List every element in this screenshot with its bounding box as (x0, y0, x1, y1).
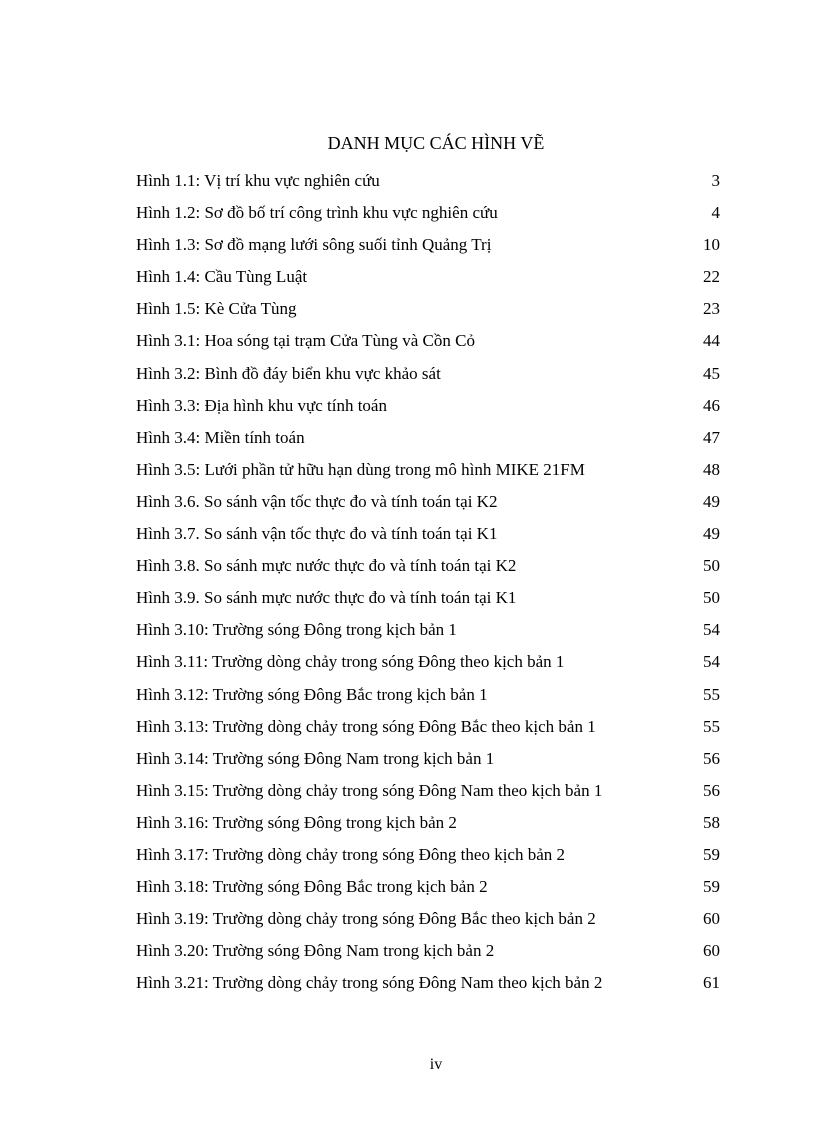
figure-page-number: 54 (703, 620, 720, 640)
figure-caption: Hình 1.3: Sơ đồ mạng lưới sông suối tỉnh Quảng Trị (136, 235, 492, 255)
figure-page-number: 60 (703, 909, 720, 929)
figure-caption: Hình 3.4: Miền tính toán (136, 427, 305, 447)
figure-list-item (136, 395, 720, 427)
figure-caption: Hình 1.1: Vị trí khu vực nghiên cứu (136, 171, 380, 190)
figure-list-item (136, 651, 720, 683)
figure-list-item (136, 363, 720, 395)
figure-page-number: 46 (703, 395, 720, 415)
figure-page-number: 61 (703, 973, 720, 993)
figure-list-item (136, 523, 720, 555)
figure-caption: Hình 3.8. So sánh mực nước thực đo và tính toán tại K2 (136, 556, 517, 576)
figure-list-item (136, 940, 720, 972)
figure-list-item (136, 459, 720, 491)
figure-caption: Hình 3.5: Lưới phần tử hữu hạn dùng trong mô hình MIKE 21FM (136, 459, 585, 479)
figure-caption: Hình 3.6. So sánh vận tốc thực đo và tính toán tại K2 (136, 491, 498, 511)
figure-page-number: 56 (703, 780, 720, 800)
figure-caption: Hình 3.11: Trường dòng chảy trong sóng Đông theo kịch bản 1 (136, 652, 565, 672)
figure-list-item (136, 972, 720, 1004)
figure-list-item (136, 619, 720, 651)
figure-page-number: 23 (703, 299, 720, 319)
page-number: iv (429, 1056, 443, 1073)
figure-page-number: 50 (703, 556, 720, 576)
figure-list-item (136, 844, 720, 876)
figure-caption: Hình 3.17: Trường dòng chảy trong sóng Đông theo kịch bản 2 (136, 844, 566, 864)
figure-caption: Hình 3.14: Trường sóng Đông Nam trong kịch bản 1 (136, 748, 495, 768)
figure-page-number: 59 (703, 877, 720, 897)
figure-list-item (136, 555, 720, 587)
figure-caption: Hình 3.1: Hoa sóng tại trạm Cửa Tùng và Cồn Cỏ (136, 331, 475, 351)
figure-caption: Hình 3.2: Bình đồ đáy biển khu vực khảo sát (136, 363, 441, 383)
figure-list-item (136, 908, 720, 940)
figure-caption: Hình 3.7. So sánh vận tốc thực đo và tính toán tại K1 (136, 524, 498, 544)
figure-page-number: 54 (703, 652, 720, 672)
figure-caption: Hình 3.16: Trường sóng Đông trong kịch bản 2 (136, 812, 457, 832)
figure-page-number: 45 (703, 363, 720, 383)
figure-list-item (136, 170, 720, 202)
figure-list-item (136, 330, 720, 362)
figure-page-number: 60 (703, 941, 720, 961)
figure-list-item (136, 298, 720, 330)
figure-page-number: 22 (703, 267, 720, 287)
figure-caption: Hình 3.13: Trường dòng chảy trong sóng Đông Bắc theo kịch bản 1 (136, 716, 596, 736)
figure-caption: Hình 1.4: Cầu Tùng Luật (136, 267, 308, 287)
figure-list-item (136, 748, 720, 780)
figure-caption: Hình 3.21: Trường dòng chảy trong sóng Đông Nam theo kịch bản 2 (136, 973, 603, 993)
figure-caption: Hình 3.19: Trường dòng chảy trong sóng Đông Bắc theo kịch bản 2 (136, 909, 596, 929)
figure-list-item (136, 812, 720, 844)
figure-list-item (136, 587, 720, 619)
figure-caption: Hình 1.5: Kè Cửa Tùng (136, 299, 297, 319)
figure-page-number: 50 (703, 588, 720, 608)
figure-page-number: 55 (703, 684, 720, 704)
figure-list-item (136, 202, 720, 234)
figure-page-number: 58 (703, 812, 720, 832)
figure-list-item (136, 876, 720, 908)
figure-caption: Hình 3.18: Trường sóng Đông Bắc trong kịch bản 2 (136, 877, 488, 897)
figure-caption: Hình 1.2: Sơ đồ bố trí công trình khu vực nghiên cứu (136, 203, 498, 223)
figure-list-item (136, 427, 720, 459)
figure-page-number: 49 (703, 524, 720, 544)
figure-caption: Hình 3.9. So sánh mực nước thực đo và tính toán tại K1 (136, 588, 517, 608)
figure-page-number: 4 (711, 203, 720, 223)
figure-list-item (136, 266, 720, 298)
figure-page-number: 10 (703, 235, 720, 255)
figure-caption: Hình 3.20: Trường sóng Đông Nam trong kịch bản 2 (136, 941, 495, 961)
figure-caption: Hình 3.15: Trường dòng chảy trong sóng Đông Nam theo kịch bản 1 (136, 780, 603, 800)
figure-list-item (136, 780, 720, 812)
figure-page-number: 49 (703, 491, 720, 511)
figure-page-number: 48 (703, 459, 720, 479)
page-title: DANH MỤC CÁC HÌNH VẼ (327, 133, 545, 153)
figure-page-number: 3 (711, 171, 720, 190)
figure-list-item (136, 491, 720, 523)
figure-list-item (136, 684, 720, 716)
figure-page-number: 55 (703, 716, 720, 736)
figure-list (136, 170, 720, 1004)
figure-page-number: 44 (703, 331, 720, 351)
figure-caption: Hình 3.3: Địa hình khu vực tính toán (136, 395, 387, 415)
figure-page-number: 47 (703, 427, 720, 447)
figure-page-number: 59 (703, 844, 720, 864)
figure-list-item (136, 716, 720, 748)
figure-list-item (136, 234, 720, 266)
figure-page-number: 56 (703, 748, 720, 768)
figure-caption: Hình 3.10: Trường sóng Đông trong kịch bản 1 (136, 620, 457, 640)
figure-caption: Hình 3.12: Trường sóng Đông Bắc trong kịch bản 1 (136, 684, 488, 704)
